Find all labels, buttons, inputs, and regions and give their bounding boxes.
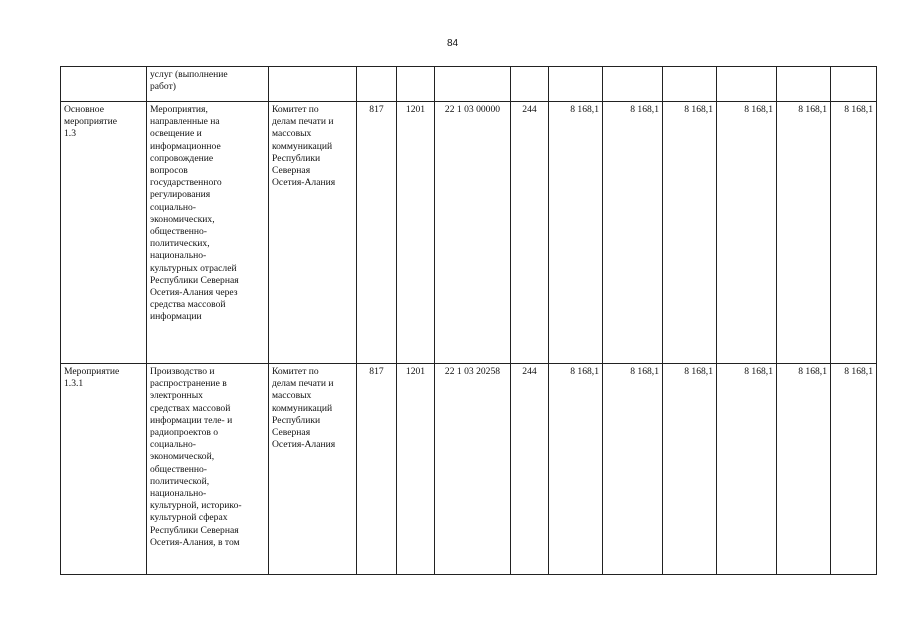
cell-executor: Комитет по делам печати и массовых коммуникаций Республики Северная Осетия-Алания	[269, 364, 357, 575]
cell-grbs-code: 817	[357, 102, 397, 364]
cell-amount: 8 168,1	[777, 364, 831, 575]
cell-amount	[603, 67, 663, 102]
cell-amount: 8 168,1	[777, 102, 831, 364]
cell-expense-type: 244	[511, 364, 549, 575]
cell-target-article	[435, 67, 511, 102]
page-number: 84	[446, 38, 459, 49]
cell-expense-type: 244	[511, 102, 549, 364]
table-row	[61, 364, 877, 575]
cell-description: услуг (выполнение работ)	[147, 67, 269, 102]
cell-amount: 8 168,1	[831, 364, 877, 575]
cell-amount	[717, 67, 777, 102]
cell-amount: 8 168,1	[663, 102, 717, 364]
cell-expense-type	[511, 67, 549, 102]
cell-amount: 8 168,1	[549, 102, 603, 364]
cell-amount: 8 168,1	[663, 364, 717, 575]
cell-amount: 8 168,1	[831, 102, 877, 364]
cell-target-article: 22 1 03 20258	[435, 364, 511, 575]
cell-amount: 8 168,1	[603, 102, 663, 364]
table-row	[61, 102, 877, 364]
cell-event-name: Мероприятие 1.3.1	[61, 364, 147, 575]
cell-amount	[549, 67, 603, 102]
cell-event-name	[61, 67, 147, 102]
cell-grbs-code	[357, 67, 397, 102]
cell-amount: 8 168,1	[717, 364, 777, 575]
cell-amount: 8 168,1	[717, 102, 777, 364]
cell-section-code	[397, 67, 435, 102]
cell-target-article: 22 1 03 00000	[435, 102, 511, 364]
cell-amount: 8 168,1	[603, 364, 663, 575]
cell-amount: 8 168,1	[549, 364, 603, 575]
cell-section-code: 1201	[397, 364, 435, 575]
cell-executor: Комитет по делам печати и массовых коммуникаций Республики Северная Осетия-Алания	[269, 102, 357, 364]
cell-event-name: Основное мероприятие 1.3	[61, 102, 147, 364]
cell-amount	[831, 67, 877, 102]
cell-amount	[663, 67, 717, 102]
table-row	[61, 67, 877, 102]
cell-description: Мероприятия, направленные на освещение и информационное сопровождение вопросов государственного регулирования социально- экономических, общественно- политических, национально- культурных отраслей Республики Северная Осетия-Алания через средства массовой информации	[147, 102, 269, 364]
cell-executor	[269, 67, 357, 102]
cell-amount	[777, 67, 831, 102]
program-table	[60, 66, 877, 575]
cell-description: Производство и распространение в электронных средствах массовой информации теле- и радиопроектов о социально- экономической, общественно- политической, национально- культурной, историко- культурной сферах Республики Северная Осетия-Алания, в том	[147, 364, 269, 575]
cell-grbs-code: 817	[357, 364, 397, 575]
cell-section-code: 1201	[397, 102, 435, 364]
